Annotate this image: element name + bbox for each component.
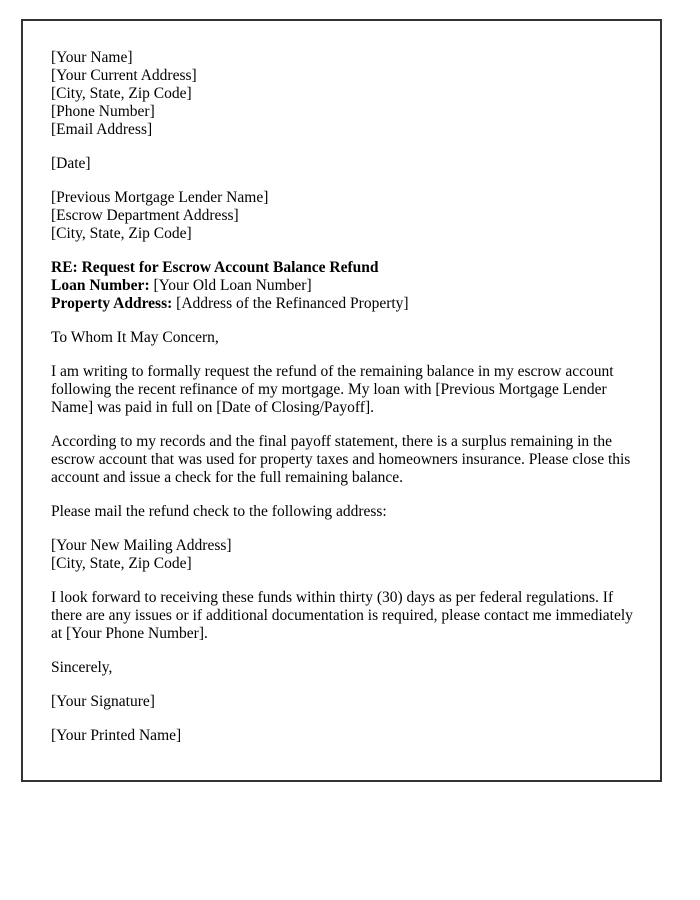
mailing-address-line: [Your New Mailing Address]: [51, 537, 232, 554]
recipient-department-line: [Escrow Department Address]: [51, 207, 239, 224]
subject-property-line: [51, 295, 634, 313]
property-address-value: [Address of the Refinanced Property]: [172, 295, 409, 312]
sender-address-block: [51, 49, 634, 139]
sender-address-line: [Your Current Address]: [51, 67, 197, 84]
subject-re-line: RE: Request for Escrow Account Balance Refund: [51, 259, 379, 276]
body-paragraph-3: Please mail the refund check to the following address:: [51, 503, 387, 520]
date-block: [51, 155, 634, 173]
sender-email-line: [Email Address]: [51, 121, 153, 138]
date-line: [Date]: [51, 155, 91, 172]
mailing-city-line: [City, State, Zip Code]: [51, 555, 192, 572]
salutation: To Whom It May Concern,: [51, 329, 219, 346]
signature-placeholder: [Your Signature]: [51, 693, 155, 710]
recipient-city-line: [City, State, Zip Code]: [51, 225, 192, 242]
printed-name-placeholder: [Your Printed Name]: [51, 727, 182, 744]
sender-city-line: [City, State, Zip Code]: [51, 85, 192, 102]
letter-document: [21, 19, 662, 782]
mailing-address-block: [51, 537, 634, 573]
signoff: Sincerely,: [51, 659, 113, 676]
recipient-lender-line: [Previous Mortgage Lender Name]: [51, 189, 269, 206]
sender-name-line: [Your Name]: [51, 49, 133, 66]
recipient-address-block: [51, 189, 634, 243]
property-address-label: Property Address:: [51, 295, 173, 312]
subject-loan-line: [51, 277, 634, 295]
body-paragraph-2: According to my records and the final payoff statement, there is a surplus remaining in the escrow account that was used for property taxes and homeowners insurance. Please close this account and issue a check for the full remaining balance.: [51, 433, 631, 486]
loan-number-label: Loan Number:: [51, 277, 150, 294]
loan-number-value: [Your Old Loan Number]: [149, 277, 312, 294]
subject-block: [51, 259, 634, 313]
closing-paragraph: I look forward to receiving these funds within thirty (30) days as per federal regulations. If there are any issues or if additional documentation is required, please contact me immediately at [Your Phone Number].: [51, 589, 633, 642]
body-paragraph-1: I am writing to formally request the refund of the remaining balance in my escrow account following the recent refinance of my mortgage. My loan with [Previous Mortgage Lender Name] was paid in full on [Date of Closing/Payoff].: [51, 363, 614, 416]
sender-phone-line: [Phone Number]: [51, 103, 155, 120]
